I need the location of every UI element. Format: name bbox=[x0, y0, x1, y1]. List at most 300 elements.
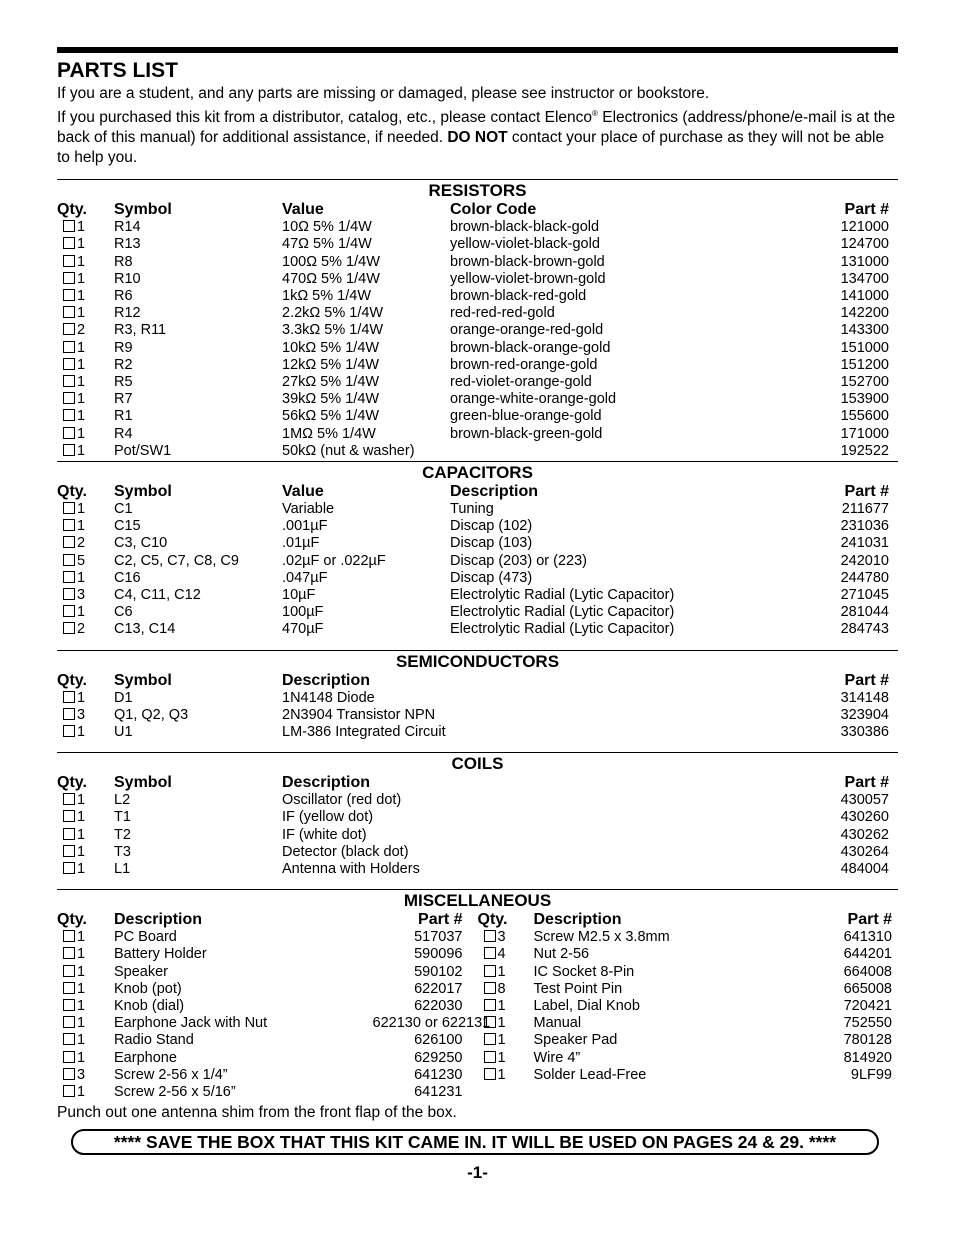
checkbox-icon bbox=[63, 862, 75, 874]
table-cell: R12 bbox=[114, 305, 141, 322]
table-row bbox=[478, 1050, 899, 1067]
coils-table bbox=[57, 774, 898, 878]
table-cell: brown-black-orange-gold bbox=[450, 339, 611, 356]
table-header bbox=[57, 774, 898, 792]
column-header: Qty. bbox=[57, 911, 87, 929]
misc-left-column bbox=[57, 911, 491, 1101]
table-cell: .001µF bbox=[282, 518, 328, 535]
checkbox-icon bbox=[63, 622, 75, 634]
qty-value: 1 bbox=[497, 1049, 506, 1066]
table-cell: C2, C5, C7, C8, C9 bbox=[114, 552, 239, 569]
qty-cell bbox=[57, 391, 114, 408]
section-title: COILS bbox=[451, 754, 504, 774]
table-cell: L1 bbox=[114, 861, 131, 878]
qty-value: 5 bbox=[77, 552, 86, 569]
table-cell: 1N4148 Diode bbox=[282, 689, 375, 706]
table-cell: 430262 bbox=[840, 826, 889, 843]
qty-cell bbox=[57, 1032, 114, 1049]
qty-cell bbox=[478, 929, 534, 946]
checkbox-icon bbox=[484, 999, 496, 1011]
table-cell: 629250 bbox=[414, 1049, 463, 1066]
table-row bbox=[478, 929, 899, 946]
checkbox-icon bbox=[63, 982, 75, 994]
checkbox-icon bbox=[484, 982, 496, 994]
checkbox-icon bbox=[63, 845, 75, 857]
qty-cell bbox=[57, 707, 114, 724]
qty-value: 1 bbox=[77, 604, 86, 621]
table-cell: 10µF bbox=[282, 587, 316, 604]
column-header: Value bbox=[282, 483, 324, 500]
column-header: Part # bbox=[844, 774, 889, 792]
qty-value: 1 bbox=[77, 425, 86, 442]
table-cell: 517037 bbox=[414, 929, 463, 946]
checkbox-icon bbox=[484, 947, 496, 959]
qty-value: 1 bbox=[77, 843, 86, 860]
qty-cell bbox=[57, 322, 114, 339]
qty-value: 8 bbox=[497, 980, 506, 997]
table-row bbox=[57, 964, 478, 981]
table-cell: Screw M2.5 x 3.8mm bbox=[533, 929, 670, 946]
table-row bbox=[57, 288, 898, 305]
qty-value: 1 bbox=[77, 236, 86, 253]
section-title: SEMICONDUCTORS bbox=[395, 651, 560, 671]
qty-cell bbox=[57, 443, 114, 460]
checkbox-icon bbox=[484, 1051, 496, 1063]
table-cell: Label, Dial Knob bbox=[533, 998, 640, 1015]
checkbox-icon bbox=[63, 444, 75, 456]
table-cell: 141000 bbox=[840, 287, 889, 304]
table-cell bbox=[450, 443, 819, 460]
checkbox-icon bbox=[63, 828, 75, 840]
qty-cell bbox=[57, 981, 114, 998]
qty-cell bbox=[57, 288, 114, 305]
qty-cell bbox=[57, 827, 114, 844]
qty-value: 1 bbox=[77, 569, 86, 586]
resistors-section bbox=[57, 179, 898, 460]
checkbox-icon bbox=[63, 605, 75, 617]
checkbox-icon bbox=[63, 947, 75, 959]
checkbox-icon bbox=[63, 519, 75, 531]
checkbox-icon bbox=[63, 1016, 75, 1028]
checkbox-icon bbox=[63, 999, 75, 1011]
table-cell: IF (white dot) bbox=[282, 826, 367, 843]
table-cell: 271045 bbox=[840, 587, 889, 604]
table-cell: Oscillator (red dot) bbox=[282, 792, 402, 809]
table-cell: Radio Stand bbox=[114, 1032, 194, 1049]
table-row bbox=[57, 322, 898, 339]
checkbox-icon bbox=[63, 358, 75, 370]
antenna-shim-note: Punch out one antenna shim from the front flap of the box. bbox=[57, 1104, 457, 1122]
table-row bbox=[57, 844, 898, 861]
section-title: RESISTORS bbox=[428, 181, 527, 201]
table-cell: 590102 bbox=[414, 963, 463, 980]
table-cell: R2 bbox=[114, 356, 133, 373]
checkbox-icon bbox=[63, 255, 75, 267]
qty-value: 1 bbox=[77, 305, 86, 322]
section-title: CAPACITORS bbox=[422, 463, 533, 482]
qty-cell bbox=[57, 254, 114, 271]
checkbox-icon bbox=[63, 341, 75, 353]
table-cell: brown-black-green-gold bbox=[450, 425, 603, 442]
qty-value: 1 bbox=[77, 287, 86, 304]
table-cell: Discap (103) bbox=[450, 535, 533, 552]
table-cell: 241031 bbox=[840, 535, 889, 552]
table-row bbox=[57, 1067, 478, 1084]
checkbox-icon bbox=[63, 1068, 75, 1080]
table-cell: Earphone bbox=[114, 1049, 177, 1066]
table-cell: red-red-red-gold bbox=[450, 305, 555, 322]
semiconductors-section bbox=[57, 650, 898, 742]
table-cell: C3, C10 bbox=[114, 535, 168, 552]
table-cell: Speaker Pad bbox=[533, 1032, 618, 1049]
table-cell: 131000 bbox=[840, 253, 889, 270]
table-cell: 470Ω 5% 1/4W bbox=[282, 270, 380, 287]
qty-cell bbox=[57, 621, 114, 638]
column-header: Description bbox=[114, 911, 203, 929]
table-cell: Speaker bbox=[114, 963, 169, 980]
qty-value: 1 bbox=[497, 1066, 506, 1083]
table-cell: yellow-violet-black-gold bbox=[450, 236, 600, 253]
table-cell: T1 bbox=[114, 809, 131, 826]
table-cell: 121000 bbox=[840, 219, 889, 236]
qty-cell bbox=[57, 844, 114, 861]
table-cell: Knob (dial) bbox=[114, 998, 185, 1015]
qty-value: 1 bbox=[77, 1032, 86, 1049]
table-cell: T2 bbox=[114, 826, 131, 843]
table-cell: Wire 4” bbox=[533, 1049, 581, 1066]
table-row bbox=[478, 1032, 899, 1049]
checkbox-icon bbox=[63, 725, 75, 737]
column-header: Qty. bbox=[57, 483, 87, 500]
table-cell: 2.2kΩ 5% 1/4W bbox=[282, 305, 384, 322]
qty-value: 1 bbox=[497, 1032, 506, 1049]
column-header: Part # bbox=[844, 201, 889, 219]
checkbox-icon bbox=[63, 571, 75, 583]
qty-value: 1 bbox=[497, 998, 506, 1015]
table-row bbox=[57, 1015, 491, 1032]
parts-list-page bbox=[57, 47, 898, 1183]
table-cell: 641310 bbox=[843, 929, 892, 946]
table-cell: Pot/SW1 bbox=[114, 442, 172, 459]
qty-cell bbox=[478, 964, 534, 981]
checkbox-icon bbox=[63, 502, 75, 514]
table-cell: 626100 bbox=[414, 1032, 463, 1049]
checkbox-icon bbox=[63, 930, 75, 942]
table-row bbox=[57, 621, 898, 638]
qty-value: 1 bbox=[77, 929, 86, 946]
column-header: Part # bbox=[844, 671, 889, 689]
qty-cell bbox=[57, 236, 114, 253]
table-cell: 211677 bbox=[841, 501, 889, 517]
table-cell: 151000 bbox=[840, 339, 889, 356]
qty-value: 1 bbox=[77, 270, 86, 287]
table-row bbox=[57, 861, 898, 878]
table-cell: Screw 2-56 x 1/4” bbox=[114, 1066, 228, 1083]
table-cell: 284743 bbox=[840, 621, 889, 638]
table-row bbox=[57, 236, 898, 253]
table-row bbox=[57, 357, 898, 374]
table-cell: R4 bbox=[114, 425, 133, 442]
table-row bbox=[57, 809, 898, 826]
qty-value: 1 bbox=[77, 219, 86, 236]
checkbox-icon bbox=[63, 793, 75, 805]
qty-value: 1 bbox=[497, 1015, 506, 1032]
table-cell: R3, R11 bbox=[114, 322, 167, 339]
table-row bbox=[57, 426, 898, 443]
table-cell: 780128 bbox=[843, 1032, 892, 1049]
table-cell: orange-orange-red-gold bbox=[450, 322, 604, 339]
table-cell: 644201 bbox=[843, 946, 892, 963]
column-header: Value bbox=[282, 201, 324, 219]
table-row bbox=[57, 340, 898, 357]
qty-value: 1 bbox=[77, 442, 86, 459]
table-cell: Test Point Pin bbox=[533, 980, 623, 997]
qty-cell bbox=[57, 408, 114, 425]
table-row bbox=[478, 964, 899, 981]
table-cell: 664008 bbox=[843, 963, 892, 980]
table-cell: D1 bbox=[114, 689, 133, 706]
qty-cell bbox=[478, 1015, 534, 1032]
qty-cell bbox=[57, 690, 114, 707]
qty-cell bbox=[57, 998, 114, 1015]
table-cell: 622017 bbox=[414, 980, 463, 997]
intro-line-2: If you purchased this kit from a distributor, catalog, etc., please contact Elenco® Electronics (address/phone/e-mail is at the back of this manual) for additional assistance, if needed. DO NOT contact your place of purchase as they will not be able to help you. bbox=[57, 109, 896, 167]
qty-cell bbox=[57, 426, 114, 443]
top-rule bbox=[57, 47, 898, 53]
table-header bbox=[57, 911, 478, 929]
table-cell: 50kΩ (nut & washer) bbox=[282, 442, 415, 459]
table-cell: brown-red-orange-gold bbox=[450, 356, 598, 373]
qty-cell bbox=[57, 357, 114, 374]
column-header: Symbol bbox=[114, 201, 172, 219]
table-cell: yellow-violet-brown-gold bbox=[450, 270, 606, 287]
qty-value: 1 bbox=[77, 501, 86, 517]
qty-cell bbox=[57, 604, 114, 621]
checkbox-icon bbox=[63, 392, 75, 404]
qty-value: 1 bbox=[77, 1015, 86, 1032]
column-header: Symbol bbox=[114, 671, 172, 689]
table-cell: Variable bbox=[282, 501, 335, 517]
table-row bbox=[57, 254, 898, 271]
table-cell: 192522 bbox=[840, 442, 889, 459]
checkbox-icon bbox=[63, 554, 75, 566]
table-cell: 124700 bbox=[840, 236, 889, 253]
qty-cell bbox=[57, 964, 114, 981]
qty-value: 3 bbox=[497, 929, 506, 946]
table-header bbox=[478, 911, 899, 929]
qty-cell bbox=[478, 946, 534, 963]
intro-line-1: If you are a student, and any parts are missing or damaged, please see instructor or bookstore. bbox=[57, 85, 710, 102]
column-header: Color Code bbox=[450, 201, 537, 219]
table-cell: C15 bbox=[114, 518, 141, 535]
table-row bbox=[57, 946, 478, 963]
checkbox-icon bbox=[484, 1016, 496, 1028]
registered-mark: ® bbox=[592, 109, 598, 118]
qty-cell bbox=[57, 1015, 114, 1032]
checkbox-icon bbox=[484, 930, 496, 942]
checkbox-icon bbox=[63, 810, 75, 822]
qty-value: 1 bbox=[77, 980, 86, 997]
table-cell: T3 bbox=[114, 843, 131, 860]
checkbox-icon bbox=[63, 375, 75, 387]
qty-cell bbox=[57, 809, 114, 826]
table-cell: Manual bbox=[533, 1015, 582, 1032]
checkbox-icon bbox=[63, 220, 75, 232]
table-cell: 12kΩ 5% 1/4W bbox=[282, 356, 380, 373]
table-cell: C16 bbox=[114, 569, 141, 586]
column-header: Qty. bbox=[57, 201, 87, 219]
table-cell: 9LF99 bbox=[850, 1066, 892, 1083]
qty-value: 4 bbox=[497, 946, 506, 963]
table-cell: Electrolytic Radial (Lytic Capacitor) bbox=[450, 621, 675, 638]
checkbox-icon bbox=[63, 427, 75, 439]
qty-value: 1 bbox=[77, 518, 86, 535]
checkbox-icon bbox=[63, 409, 75, 421]
qty-value: 1 bbox=[77, 946, 86, 963]
table-cell: 752550 bbox=[843, 1015, 892, 1032]
checkbox-icon bbox=[63, 289, 75, 301]
table-row bbox=[478, 1015, 899, 1032]
table-row bbox=[57, 587, 898, 604]
table-cell: R14 bbox=[114, 219, 141, 236]
qty-cell bbox=[57, 553, 114, 570]
checkbox-icon bbox=[63, 588, 75, 600]
table-row bbox=[57, 827, 898, 844]
qty-cell bbox=[57, 219, 114, 236]
qty-cell bbox=[57, 374, 114, 391]
checkbox-icon bbox=[484, 965, 496, 977]
table-cell: C4, C11, C12 bbox=[114, 587, 201, 604]
table-cell: 39kΩ 5% 1/4W bbox=[282, 391, 380, 408]
table-cell: 143300 bbox=[840, 322, 889, 339]
table-cell: R13 bbox=[114, 236, 141, 253]
table-cell: Nut 2-56 bbox=[533, 946, 590, 963]
table-cell: brown-black-black-gold bbox=[450, 219, 600, 236]
table-cell: 814920 bbox=[843, 1049, 892, 1066]
misc-right-column bbox=[478, 911, 899, 1101]
table-cell: .01µF bbox=[282, 535, 320, 552]
column-header: Qty. bbox=[57, 671, 87, 689]
table-cell: .047µF bbox=[282, 569, 328, 586]
table-cell: R7 bbox=[114, 391, 133, 408]
save-box-banner: **** SAVE THE BOX THAT THIS KIT CAME IN. IT WILL BE USED ON PAGES 24 & 29. **** bbox=[71, 1129, 879, 1155]
table-cell: 323904 bbox=[840, 706, 889, 723]
qty-cell bbox=[478, 998, 534, 1015]
table-row bbox=[57, 929, 478, 946]
table-cell: C6 bbox=[114, 604, 133, 621]
qty-value: 1 bbox=[77, 1049, 86, 1066]
table-row bbox=[57, 690, 898, 707]
table-cell: C1 bbox=[114, 501, 133, 517]
table-cell: 622030 bbox=[414, 998, 463, 1015]
table-cell: Earphone Jack with Nut bbox=[114, 1015, 268, 1032]
checkbox-icon bbox=[63, 965, 75, 977]
table-row bbox=[57, 604, 898, 621]
table-cell: IC Socket 8-Pin bbox=[533, 963, 635, 980]
table-row bbox=[57, 219, 898, 236]
table-cell: U1 bbox=[114, 724, 133, 741]
page-number: -1- bbox=[467, 1163, 488, 1183]
table-cell: 244780 bbox=[840, 569, 889, 586]
column-header: Description bbox=[282, 774, 371, 792]
intro-text bbox=[57, 84, 898, 168]
table-cell: R8 bbox=[114, 253, 133, 270]
table-cell: R1 bbox=[114, 408, 133, 425]
qty-cell bbox=[57, 535, 114, 552]
column-header: Description bbox=[450, 483, 539, 500]
table-cell: 314148 bbox=[840, 689, 889, 706]
table-row bbox=[478, 946, 899, 963]
table-cell: 430057 bbox=[840, 792, 889, 809]
checkbox-icon bbox=[63, 1033, 75, 1045]
table-cell: IF (yellow dot) bbox=[282, 809, 374, 826]
qty-value: 1 bbox=[77, 809, 86, 826]
table-cell: Detector (black dot) bbox=[282, 843, 409, 860]
table-cell: Discap (203) or (223) bbox=[450, 552, 587, 569]
checkbox-icon bbox=[63, 1085, 75, 1097]
checkbox-icon bbox=[63, 691, 75, 703]
checkbox-icon bbox=[63, 323, 75, 335]
qty-cell bbox=[57, 946, 114, 963]
table-row bbox=[57, 553, 898, 570]
qty-cell bbox=[478, 981, 534, 998]
table-cell: Antenna with Holders bbox=[282, 861, 420, 878]
page-title: PARTS LIST bbox=[57, 59, 178, 82]
table-row bbox=[57, 501, 898, 518]
table-cell: 134700 bbox=[840, 270, 889, 287]
coils-section bbox=[57, 752, 898, 878]
qty-cell bbox=[57, 271, 114, 288]
column-header: Symbol bbox=[114, 774, 172, 792]
table-cell: 1MΩ 5% 1/4W bbox=[282, 425, 376, 442]
table-cell: Tuning bbox=[450, 501, 494, 517]
table-cell: 151200 bbox=[840, 356, 889, 373]
table-cell: Discap (473) bbox=[450, 569, 533, 586]
table-cell: 155600 bbox=[840, 408, 889, 425]
qty-value: 3 bbox=[77, 1066, 86, 1083]
table-row bbox=[57, 1050, 478, 1067]
table-cell: 1kΩ 5% 1/4W bbox=[282, 287, 372, 304]
table-cell: green-blue-orange-gold bbox=[450, 408, 602, 425]
table-row bbox=[478, 998, 899, 1015]
table-row bbox=[57, 391, 898, 408]
table-header bbox=[57, 201, 898, 219]
qty-cell bbox=[57, 1067, 114, 1084]
column-header: Description bbox=[533, 911, 622, 929]
table-row bbox=[57, 518, 898, 535]
qty-cell bbox=[57, 305, 114, 322]
table-cell: 641230 bbox=[414, 1066, 463, 1083]
table-cell: Knob (pot) bbox=[114, 980, 182, 997]
table-cell: R5 bbox=[114, 373, 133, 390]
section-title: MISCELLANEOUS bbox=[403, 891, 552, 911]
table-cell: 622130 or 622131 bbox=[372, 1015, 491, 1032]
qty-value: 1 bbox=[77, 998, 86, 1015]
table-cell: 3.3kΩ 5% 1/4W bbox=[282, 322, 384, 339]
table-row bbox=[57, 707, 898, 724]
table-cell: Discap (102) bbox=[450, 518, 533, 535]
qty-value: 1 bbox=[77, 339, 86, 356]
checkbox-icon bbox=[63, 237, 75, 249]
misc-section bbox=[57, 889, 898, 1101]
qty-value: 1 bbox=[77, 391, 86, 408]
checkbox-icon bbox=[484, 1033, 496, 1045]
qty-value: 1 bbox=[77, 792, 86, 809]
table-row bbox=[57, 1032, 478, 1049]
qty-cell bbox=[57, 501, 114, 518]
qty-value: 3 bbox=[77, 587, 86, 604]
table-cell: 153900 bbox=[840, 391, 889, 408]
